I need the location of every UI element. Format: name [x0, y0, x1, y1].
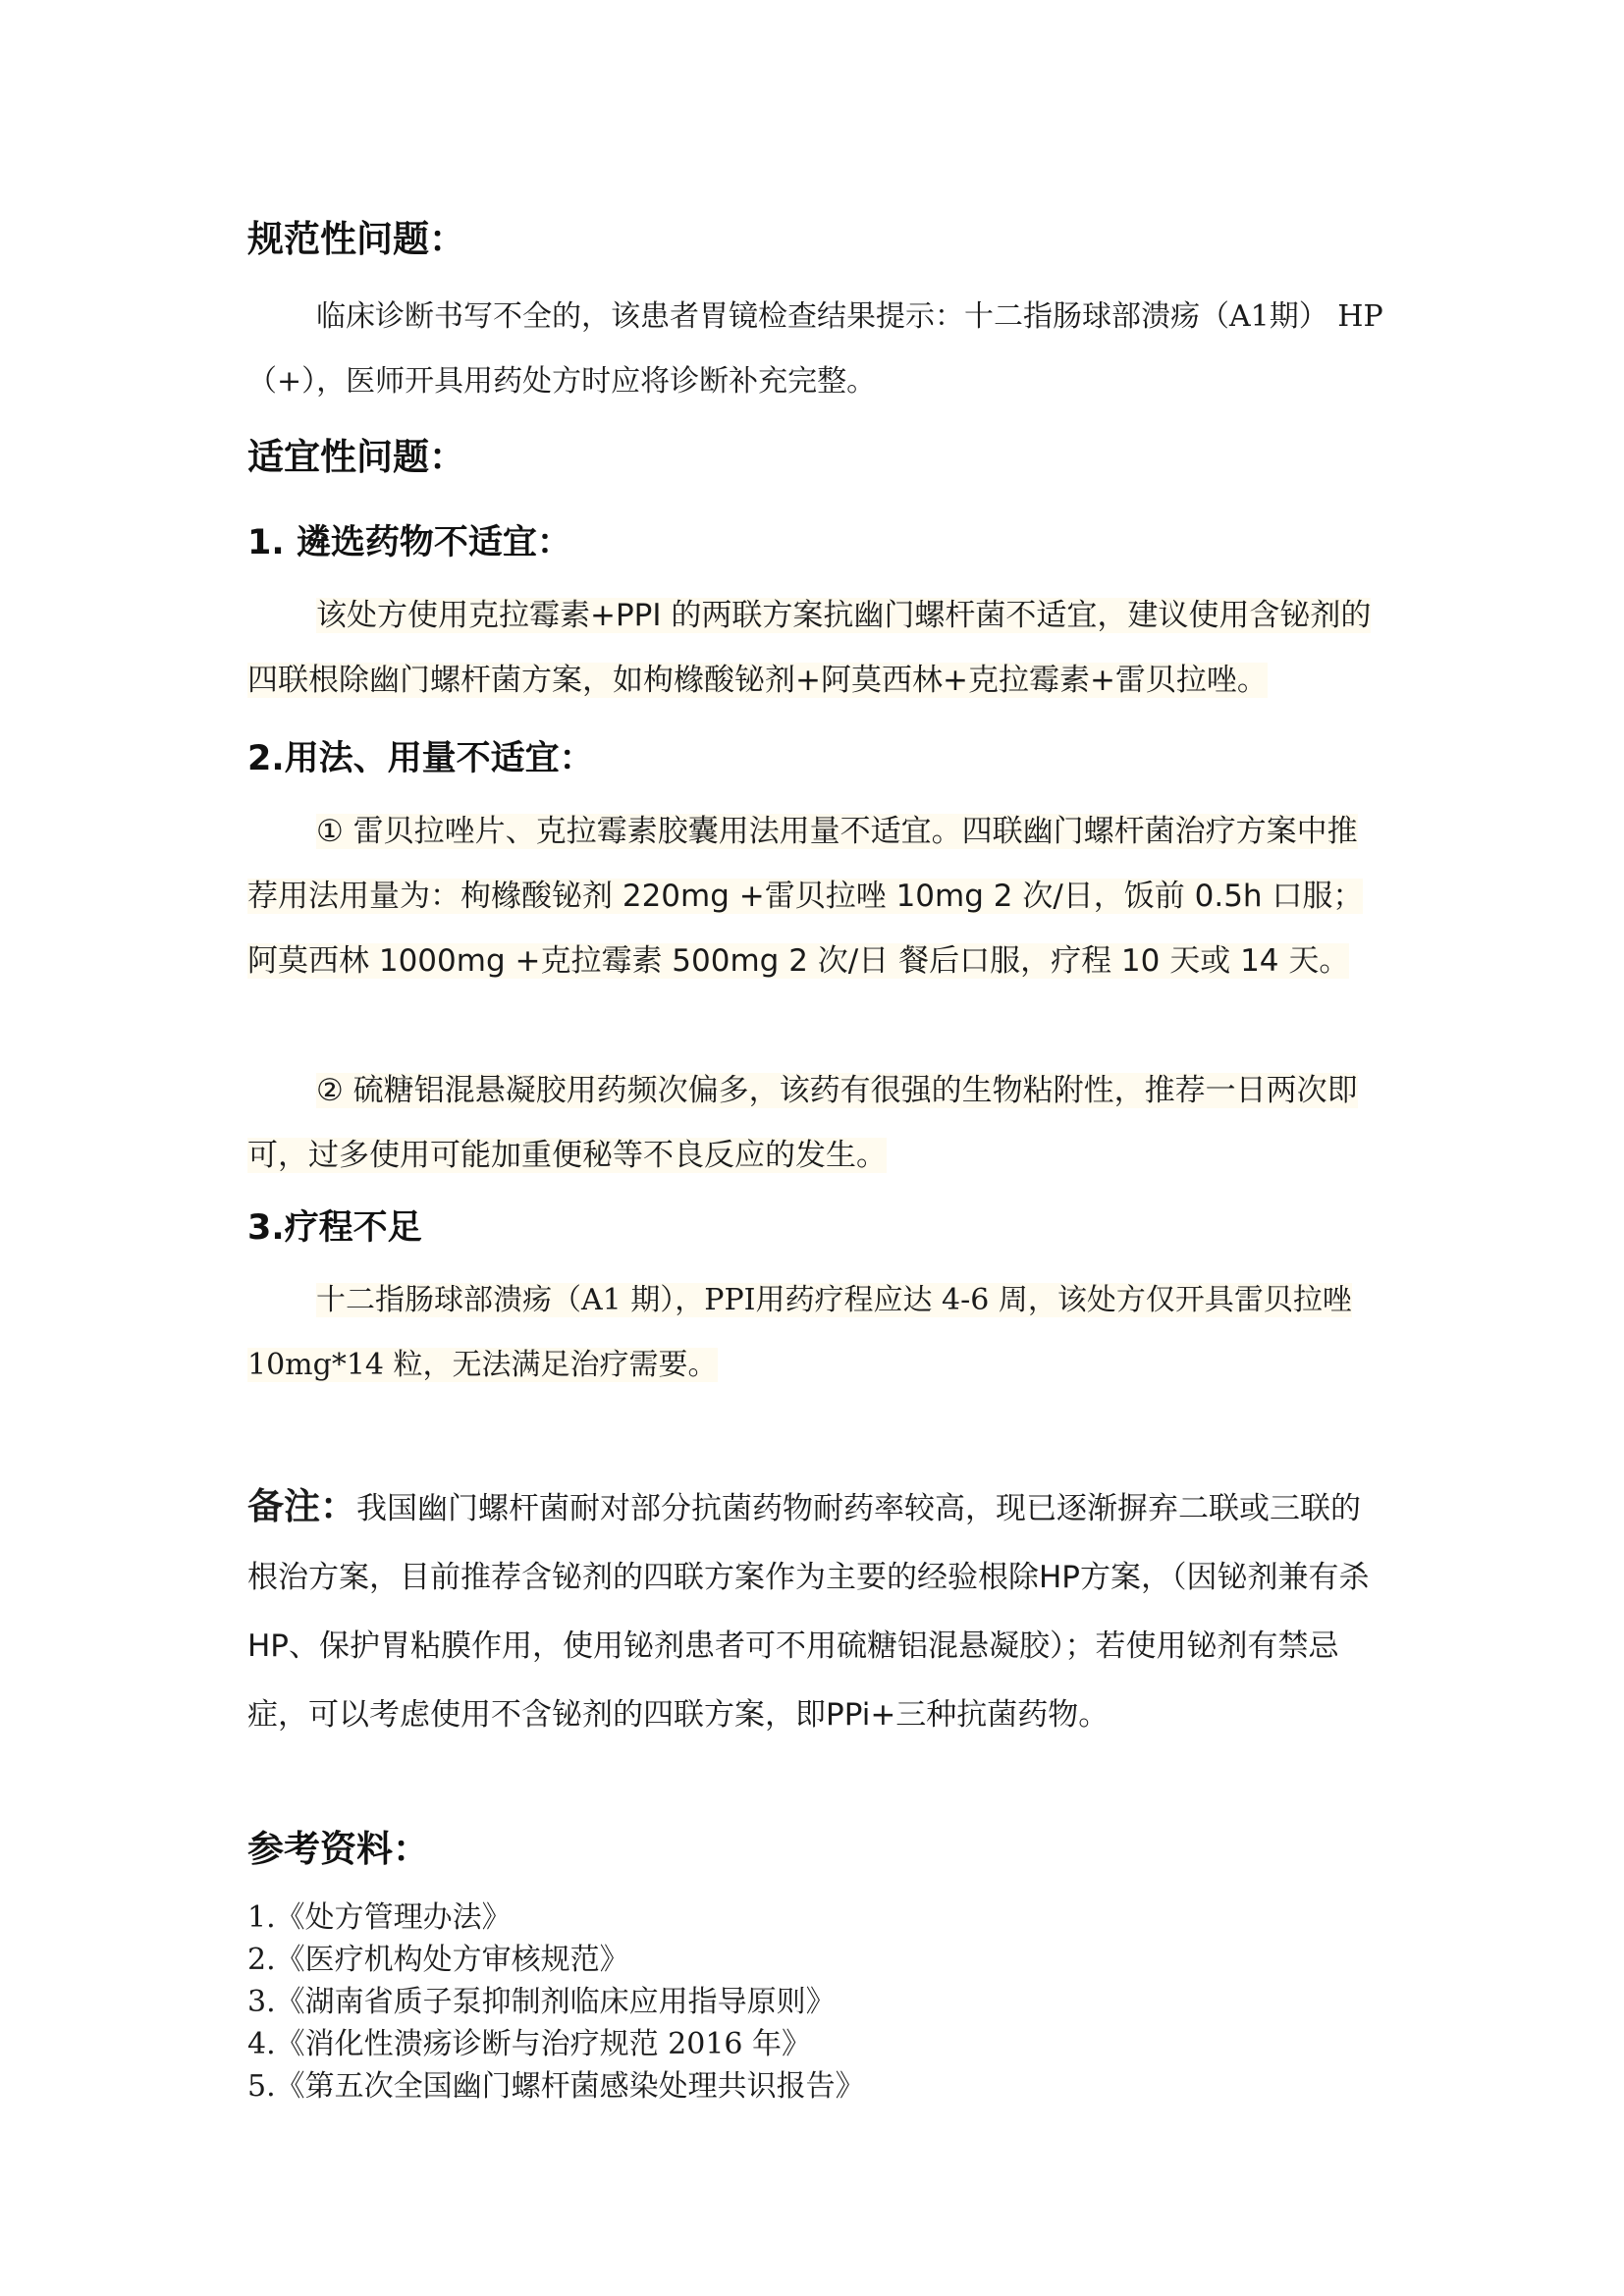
reference-item: 4.《消化性溃疡诊断与治疗规范 2016 年》 — [247, 2027, 812, 2061]
note-label: 备注： — [247, 1485, 356, 1527]
reference-item: 5.《第五次全国幽门螺杆菌感染处理共识报告》 — [247, 2069, 865, 2104]
normative-paragraph: 临床诊断书写不全的，该患者胃镜检查结果提示：十二指肠球部溃疡（A1期） HP（+），医师开具用药处方时应将诊断补充完整。 — [247, 299, 1383, 399]
references-heading: 参考资料： — [247, 1828, 429, 1870]
item2-point2 — [247, 1058, 1386, 1188]
note-text: 我国幽门螺杆菌耐对部分抗菌药物耐药率较高，现已逐渐摒弃二联或三联的根治方案，目前推荐含铋剂的四联方案作为主要的经验根除HP方案，（因铋剂兼有杀HP、保护胃粘膜作用，使用铋剂患者可不用硫糖铝混悬凝胶）；若使用铋剂有禁忌症，可以考虑使用不含铋剂的四联方案，即PPi+三种抗菌药物。 — [247, 1491, 1370, 1733]
item3-heading: 3.疗程不足 — [247, 1208, 422, 1248]
item3-paragraph — [247, 1268, 1386, 1398]
note-paragraph — [247, 1472, 1386, 1749]
reference-item: 3.《湖南省质子泵抑制剂临床应用指导原则》 — [247, 1985, 836, 2019]
normative-heading: 规范性问题： — [247, 218, 465, 260]
item2-point1-text: 雷贝拉唑片、克拉霉素胶囊用法用量不适宜。四联幽门螺杆菌治疗方案中推荐用法用量为：枸橼酸铋剂 220mg +雷贝拉唑 10mg 2 次/日，饭前 0.5h 口服；阿莫西林 1000mg +克拉霉素 500mg 2 次/日 餐后口服，疗程 10 天或 14 天。 — [247, 814, 1364, 979]
item2-point2-text: 硫糖铝混悬凝胶用药频次偏多，该药有很强的生物粘附性，推荐一日两次即可，过多使用可能加重便秘等不良反应的发生。 — [247, 1073, 1358, 1173]
item2-point1 — [247, 799, 1386, 993]
reference-item: 2.《医疗机构处方审核规范》 — [247, 1943, 629, 1977]
item1-paragraph — [247, 583, 1386, 713]
circled-two-marker: ② — [316, 1073, 344, 1108]
appropriateness-heading: 适宜性问题： — [247, 436, 465, 478]
references-list — [247, 1896, 1386, 2108]
item1-text: 该处方使用克拉霉素+PPI 的两联方案抗幽门螺杆菌不适宜，建议使用含铋剂的四联根除幽门螺杆菌方案，如枸橼酸铋剂+阿莫西林+克拉霉素+雷贝拉唑。 — [247, 598, 1372, 698]
item2-heading: 2.用法、用量不适宜： — [247, 739, 594, 778]
circled-one-marker: ① — [316, 814, 344, 849]
item1-heading: 1. 遴选药物不适宜： — [247, 523, 571, 562]
reference-item: 1.《处方管理办法》 — [247, 1900, 512, 1935]
item3-text: 十二指肠球部溃疡（A1 期），PPI用药疗程应达 4-6 周，该处方仅开具雷贝拉唑 10mg*14 粒，无法满足治疗需要。 — [247, 1283, 1352, 1382]
